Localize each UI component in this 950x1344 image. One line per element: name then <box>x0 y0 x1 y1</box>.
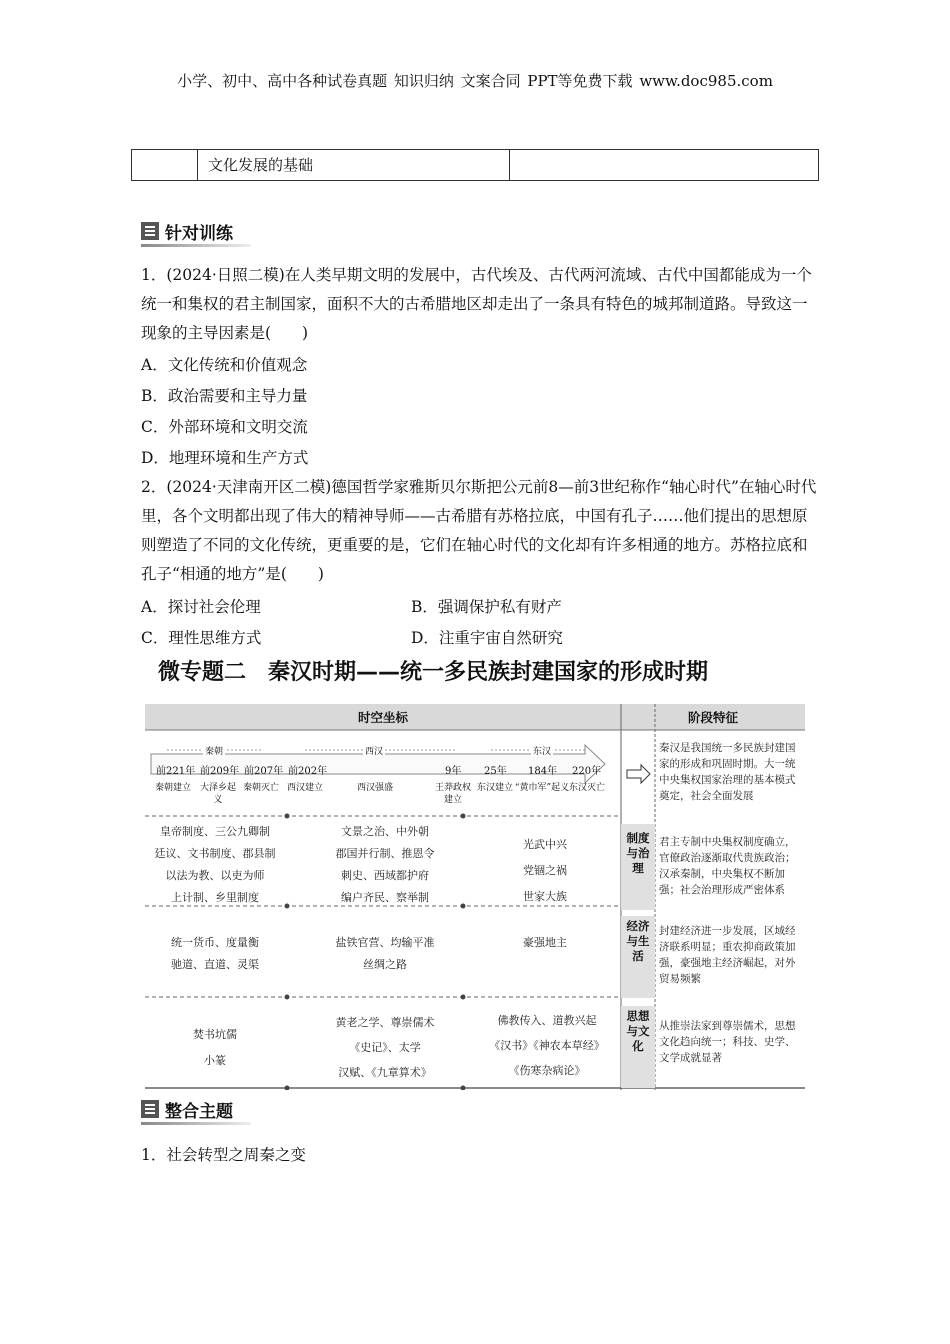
q2-option-b[interactable]: B．强调保护私有财产 <box>411 598 562 616</box>
period-xihan: 西汉 <box>363 744 385 757</box>
section-icon <box>141 1100 159 1118</box>
row2-qin: 统一货币、度量衡 驰道、直道、灵渠 <box>171 936 259 971</box>
row3-donghan: 佛教传入、道教兴起 《汉书》《神农本草经》 《伤寒杂病论》 <box>489 1014 605 1077</box>
q1-option-b[interactable]: B．政治需要和主导力量 <box>141 387 308 405</box>
table-cell-empty <box>132 150 198 180</box>
event-label: “黄巾军”起义 <box>514 783 570 793</box>
table-cell: 文化发展的基础 <box>198 150 510 180</box>
page-header: 小学、初中、高中各种试卷真题 知识归纳 文案合同 PPT等免费下载 www.doc985.com <box>177 72 773 90</box>
feature-culture: 从推崇法家到尊崇儒术，思想文化趋向统一；科技、史学、文学成就显著 <box>659 1020 796 1064</box>
q1-option-d[interactable]: D．地理环境和生产方式 <box>141 449 309 467</box>
section-icon <box>141 222 159 240</box>
row-label-economy: 经济与生活 <box>626 919 650 963</box>
row2-xihan: 盐铁官营、均输平准 丝绸之路 <box>335 936 435 971</box>
feature-economy: 封建经济进一步发展，区域经济联系明显；重农抑商政策加强，豪强地主经济崛起，对外贸易频繁 <box>659 925 796 985</box>
year-label: 前221年 <box>156 766 196 777</box>
row2-donghan: 豪强地主 <box>523 936 567 949</box>
year-label: 前207年 <box>244 766 284 777</box>
row-label-culture: 思想与文化 <box>626 1009 650 1053</box>
diagram-head-right: 阶段特征 <box>687 710 738 725</box>
year-label: 25年 <box>484 766 507 777</box>
year-label: 前202年 <box>288 766 328 777</box>
event-label: 东汉建立 <box>476 783 513 793</box>
overview-feature: 秦汉是我国统一多民族封建国家的形成和巩固时期。大一统中央集权国家治理的基本模式奠定，社会全面发展 <box>659 742 796 802</box>
row1-xihan: 文景之治、中外朝 郡国并行制、推恩令 刺史、西域都护府 编户齐民、察举制 <box>335 825 435 904</box>
q2-option-a[interactable]: A．探讨社会伦理 <box>141 598 261 616</box>
event-label: 西汉强盛 <box>356 783 393 793</box>
period-qin: 秦朝 <box>203 744 225 757</box>
event-label: 秦朝灭亡 <box>242 783 279 793</box>
year-label: 184年 <box>528 766 558 777</box>
year-label: 9年 <box>445 766 462 777</box>
row1-qin: 皇帝制度、三公九卿制 廷议、文书制度、郡县制 以法为教、以吏为师 上计制、乡里制度 <box>154 825 276 904</box>
event-label: 秦朝建立 <box>154 783 191 793</box>
event-label: 西汉建立 <box>286 783 323 793</box>
diagram-head-left: 时空坐标 <box>357 710 408 725</box>
section-heading-integration: 整合主题 <box>141 1096 251 1122</box>
event-label: 东汉灭亡 <box>568 783 605 793</box>
question-2-stem: 2．(2024·天津南开区二模)德国哲学家雅斯贝尔斯把公元前8—前3世纪称作“轴心时代”在轴心时代里，各个文明都出现了伟大的精神导师——古希腊有苏格拉底，中国有孔子……他们提出的思想原则塑造了不同的文化传统，更重要的是，它们在轴心时代的文化却有许多相通的地方。苏格拉底和孔子“相通的地方”是( ) <box>141 478 817 583</box>
table-cell-empty <box>510 150 818 180</box>
q2-option-c[interactable]: C．理性思维方式 <box>141 629 262 647</box>
row-label-governance: 制度与治理 <box>626 831 650 875</box>
timeline-diagram <box>145 704 805 1090</box>
row3-qin: 焚书坑儒 小篆 <box>193 1028 237 1067</box>
q1-option-a[interactable]: A．文化传统和价值观念 <box>141 356 308 374</box>
event-label: 王莽政权建立 <box>434 783 471 805</box>
q2-option-d[interactable]: D．注重宇宙自然研究 <box>411 629 563 647</box>
year-label: 220年 <box>572 766 602 777</box>
section-heading-training: 针对训练 <box>141 218 251 244</box>
integration-item-1: 1．社会转型之周秦之变 <box>141 1146 306 1164</box>
period-donghan: 东汉 <box>531 744 553 757</box>
event-label: 大泽乡起义 <box>199 783 236 805</box>
q1-option-c[interactable]: C．外部环境和文明交流 <box>141 418 308 436</box>
row3-xihan: 黄老之学、尊崇儒术 《史记》、太学 汉赋、《九章算术》 <box>335 1016 435 1079</box>
table-fragment <box>131 149 819 181</box>
year-label: 前209年 <box>200 766 240 777</box>
topic-title: 微专题二 秦汉时期——统一多民族封建国家的形成时期 <box>158 660 709 685</box>
question-1-stem: 1．(2024·日照二模)在人类早期文明的发展中，古代埃及、古代两河流域、古代中国都能成为一个统一和集权的君主制国家，面积不大的古希腊地区却走出了一条具有特色的城邦制道路。导致这一现象的主导因素是( ) <box>141 266 812 342</box>
feature-governance: 君主专制中央集权制度确立，官僚政治逐渐取代贵族政治；汉承秦制，中央集权不断加强；社会治理形成严密体系 <box>659 836 796 896</box>
row1-donghan: 光武中兴 党锢之祸 世家大族 <box>523 838 567 903</box>
